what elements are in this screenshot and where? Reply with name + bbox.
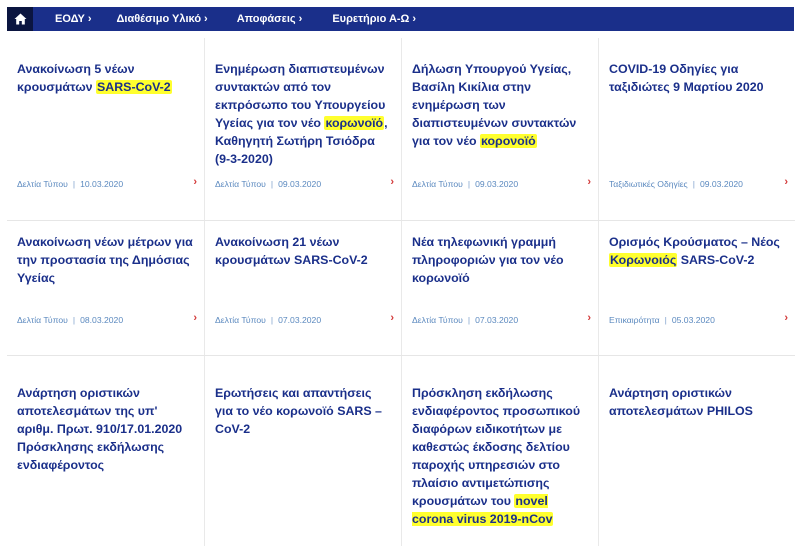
news-card (7, 221, 204, 355)
nav-item-label: ΕΟΔΥ (55, 13, 85, 25)
news-card-category[interactable]: Ταξιδιωτικές Οδηγίες (609, 179, 688, 189)
meta-separator: | (270, 315, 274, 325)
arrow-right-icon[interactable]: › (390, 176, 394, 188)
news-card-title[interactable] (215, 233, 391, 269)
news-card-category[interactable]: Δελτία Τύπου (412, 179, 463, 189)
arrow-right-icon[interactable]: › (784, 176, 788, 188)
news-card-date: 09.03.2020 (278, 179, 322, 189)
news-card-category[interactable]: Επικαιρότητα (609, 315, 660, 325)
news-card (401, 221, 598, 355)
news-card-title[interactable] (17, 384, 194, 474)
news-card-title[interactable] (412, 233, 588, 287)
news-row (7, 221, 795, 356)
arrow-right-icon[interactable]: › (193, 312, 197, 324)
news-card (204, 221, 401, 355)
nav-item-label: Ευρετήριο Α-Ω (332, 13, 410, 25)
news-card-title-text: Ανακοίνωση 5 νέων κρουσμάτων (17, 62, 135, 94)
meta-separator: | (467, 179, 471, 189)
news-card-category[interactable]: Δελτία Τύπου (215, 315, 266, 325)
news-card-title-text: SARS-CoV-2 (677, 253, 755, 267)
news-card-meta (215, 315, 321, 325)
news-card (204, 356, 401, 546)
arrow-right-icon[interactable]: › (587, 176, 591, 188)
news-card (598, 356, 795, 546)
news-card (598, 221, 795, 355)
arrow-right-icon[interactable]: › (390, 312, 394, 324)
news-card-category[interactable]: Δελτία Τύπου (17, 179, 68, 189)
news-card-title-text: Ανάρτηση οριστικών αποτελεσμάτων της υπ' αριθμ. Πρωτ. 910/17.01.2020 Πρόσκλησης εκδήλωσης ενδιαφέροντος (17, 386, 183, 472)
news-card-title-text: Ανακοίνωση νέων μέτρων για την προστασία της Δημόσιας Υγείας (17, 235, 193, 285)
news-card-category[interactable]: Δελτία Τύπου (412, 315, 463, 325)
arrow-right-icon[interactable]: › (587, 312, 591, 324)
news-card-title[interactable] (412, 384, 588, 528)
news-card-title-text: , Καθηγητή Σωτήρη Τσιόδρα (9-3-2020) (215, 116, 388, 166)
news-grid (7, 38, 795, 546)
news-card-meta (412, 315, 518, 325)
news-card-title[interactable] (215, 60, 391, 168)
news-card (401, 38, 598, 220)
meta-separator: | (270, 179, 274, 189)
news-card-category[interactable]: Δελτία Τύπου (215, 179, 266, 189)
highlighted-term: Κορωνοιός (610, 253, 677, 267)
highlighted-term: κορωνοϊό (325, 116, 384, 130)
news-card-date: 07.03.2020 (278, 315, 322, 325)
news-card-meta (215, 179, 321, 189)
news-card-title-text: Δήλωση Υπουργού Υγείας, Βασίλη Κικίλια στην ενημέρωση των διαπιστευμένων συντακτών για τον νέο (412, 62, 577, 148)
news-card-date: 08.03.2020 (80, 315, 124, 325)
meta-separator: | (72, 315, 76, 325)
meta-separator: | (72, 179, 76, 189)
home-icon (14, 13, 27, 25)
news-card-meta (17, 315, 123, 325)
highlighted-term: novel corona virus 2019-nCov (412, 494, 553, 526)
news-card-title[interactable] (609, 60, 791, 96)
news-card-title[interactable] (215, 384, 391, 438)
news-card-date: 09.03.2020 (475, 179, 519, 189)
chevron-right-icon: › (204, 13, 208, 25)
meta-separator: | (692, 179, 695, 189)
news-card-title[interactable] (17, 233, 194, 287)
news-row (7, 356, 795, 546)
chevron-right-icon: › (412, 13, 417, 25)
news-card-meta (17, 179, 123, 189)
chevron-right-icon: › (87, 13, 92, 25)
news-card-title[interactable] (609, 384, 791, 420)
news-card-title-text: Ανακοίνωση 21 νέων κρουσμάτων SARS-CoV-2 (215, 235, 368, 267)
arrow-right-icon[interactable]: › (193, 176, 197, 188)
news-card-meta (609, 179, 743, 189)
news-card (401, 356, 598, 546)
news-card (7, 38, 204, 220)
news-card (598, 38, 795, 220)
highlighted-term: SARS-CoV-2 (97, 80, 171, 94)
home-button[interactable] (7, 7, 33, 31)
news-card-title-text: Ερωτήσεις και απαντήσεις για το νέο κορωνοϊό SARS –CoV-2 (215, 386, 382, 436)
news-card-category[interactable]: Δελτία Τύπου (17, 315, 68, 325)
news-card-title-text: Ενημέρωση διαπιστευμένων συντακτών από τον εκπρόσωπο του Υπουργείου Υγείας για τον νέο (215, 62, 386, 130)
nav-item-label: Διαθέσιμο Υλικό (116, 13, 202, 25)
nav-item-eody[interactable] (55, 13, 92, 25)
news-card-meta (609, 315, 715, 325)
arrow-right-icon[interactable]: › (784, 312, 788, 324)
top-navigation-bar (7, 7, 794, 31)
news-card-title-text: Πρόσκληση εκδήλωσης ενδιαφέροντος προσωπικού διαφόρων ειδικοτήτων με καθεστώς έκδοσης δελτίου παροχής υπηρεσιών στο πλαίσιο αντιμετώπισης κρουσμάτων του (412, 386, 581, 508)
news-card-date: 05.03.2020 (671, 315, 715, 325)
news-card-title[interactable] (609, 233, 791, 269)
nav-item-available-material[interactable] (117, 13, 208, 25)
news-card-title-text: COVID-19 Οδηγίες για ταξιδιώτες 9 Μαρτίου 2020 (609, 62, 764, 94)
news-card-title[interactable] (17, 60, 194, 96)
nav-item-label: Αποφάσεις (236, 13, 296, 25)
news-card-title[interactable] (412, 60, 588, 150)
news-card (7, 356, 204, 546)
news-card-title-text: Νέα τηλεφωνική γραμμή πληροφοριών για τον νέο κορωνοϊό (412, 235, 564, 285)
meta-separator: | (467, 315, 471, 325)
news-card-meta (412, 179, 518, 189)
meta-separator: | (664, 315, 667, 325)
nav-item-index-a-z[interactable] (332, 13, 416, 25)
chevron-right-icon: › (298, 13, 303, 25)
news-card-date: 09.03.2020 (699, 179, 743, 189)
news-card-title-text: Ορισμός Κρούσματος – Νέος (609, 235, 780, 249)
news-row (7, 38, 795, 221)
news-card-date: 07.03.2020 (475, 315, 519, 325)
news-card (204, 38, 401, 220)
news-card-date: 10.03.2020 (80, 179, 124, 189)
news-card-title-text: Ανάρτηση οριστικών αποτελεσμάτων PHILOS (609, 386, 753, 418)
highlighted-term: κορονοϊό (480, 134, 536, 148)
nav-item-decisions[interactable] (237, 13, 303, 25)
